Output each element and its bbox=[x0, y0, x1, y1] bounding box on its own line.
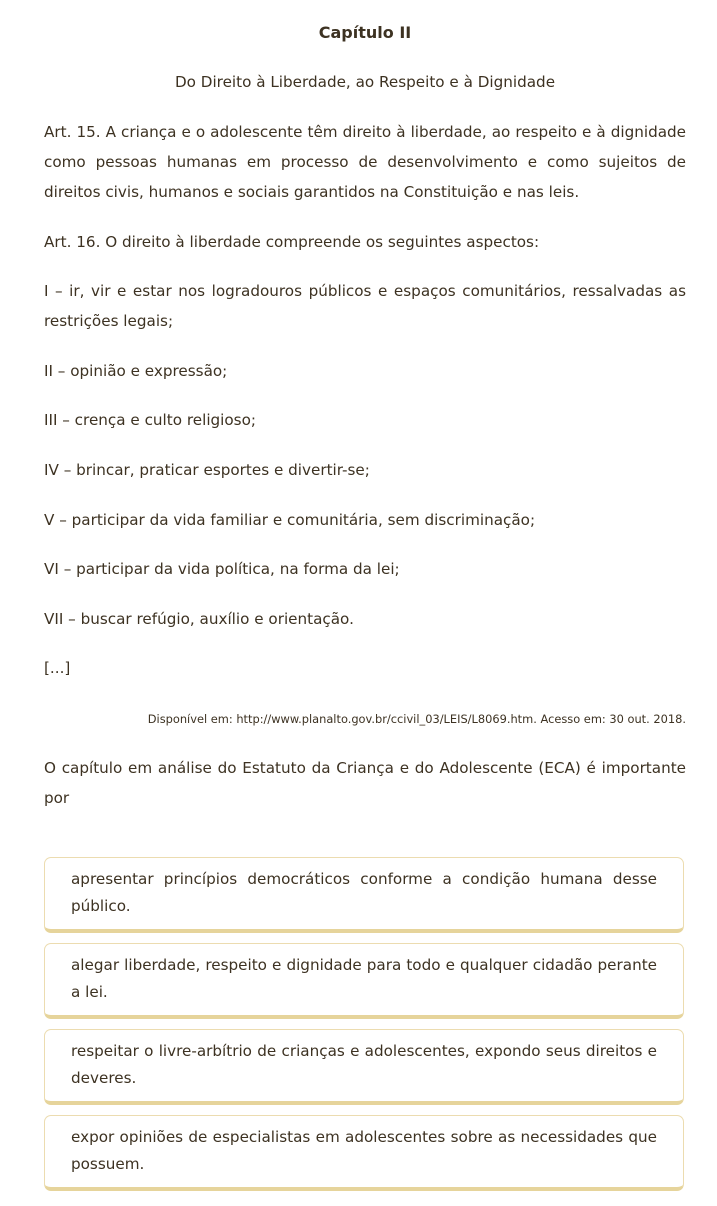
list-item-v: V – participar da vida familiar e comunitária, sem discriminação; bbox=[44, 511, 536, 529]
answer-option-c[interactable]: respeitar o livre-arbítrio de crianças e adolescentes, expondo seus direitos e deveres. bbox=[44, 1029, 684, 1105]
list-item-i: I – ir, vir e estar nos logradouros públicos e espaços comunitários, ressalvadas as restrições legais; bbox=[44, 282, 686, 330]
article-16: Art. 16. O direito à liberdade compreende os seguintes aspectos: bbox=[44, 233, 540, 251]
list-item-iv: IV – brincar, praticar esportes e divertir-se; bbox=[44, 461, 370, 479]
source-citation: Disponível em: http://www.planalto.gov.br/ccivil_03/LEIS/L8069.htm. Acesso em: 30 out. 2018. bbox=[147, 712, 686, 726]
question-stem: O capítulo em análise do Estatuto da Criança e do Adolescente (ECA) é importante por bbox=[44, 759, 686, 807]
answer-option-b[interactable]: alegar liberdade, respeito e dignidade para todo e qualquer cidadão perante a lei. bbox=[44, 943, 684, 1019]
list-item-vii: VII – buscar refúgio, auxílio e orientação. bbox=[44, 610, 354, 628]
answer-option-d[interactable]: expor opiniões de especialistas em adolescentes sobre as necessidades que possuem. bbox=[44, 1115, 684, 1191]
list-item-iii: III – crença e culto religioso; bbox=[44, 411, 257, 429]
answer-option-a[interactable]: apresentar princípios democráticos conforme a condição humana desse público. bbox=[44, 857, 684, 933]
chapter-title: Capítulo II bbox=[318, 23, 412, 42]
article-15: Art. 15. A criança e o adolescente têm direito à liberdade, ao respeito e à dignidade como pessoas humanas em processo de desenvolvimento e como sujeitos de direitos civis, humanos e sociais garantidos na Constituição e nas leis. bbox=[44, 123, 686, 201]
ellipsis: [...] bbox=[44, 659, 71, 677]
list-item-vi: VI – participar da vida política, na forma da lei; bbox=[44, 560, 400, 578]
chapter-subtitle: Do Direito à Liberdade, ao Respeito e à Dignidade bbox=[174, 73, 556, 91]
list-item-ii: II – opinião e expressão; bbox=[44, 362, 228, 380]
